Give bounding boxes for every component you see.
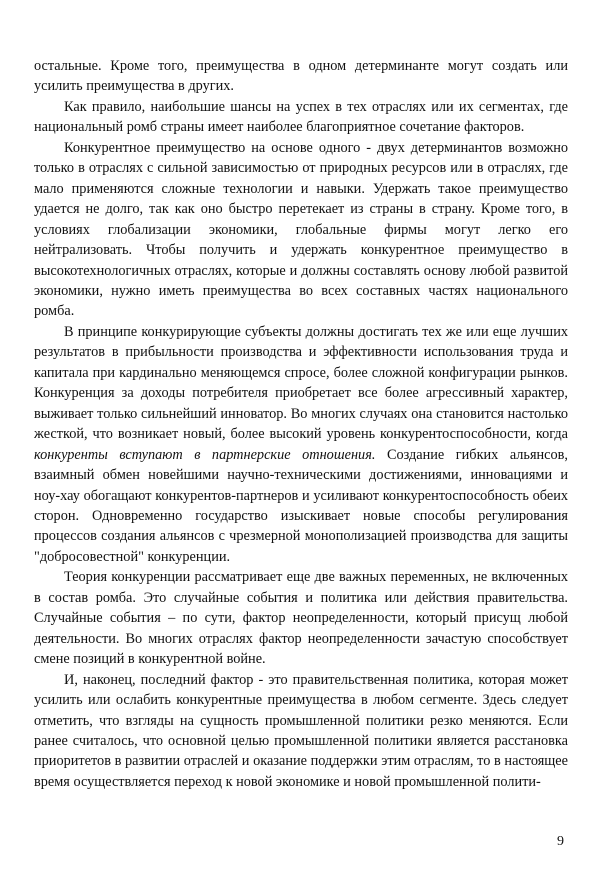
paragraph-text: В принципе конкурирующие субъекты должны достигать тех же или еще лучших результатов в прибыльности производства и эффективности использования труда и капитала при кардинально меняющемся спросе, более сложной конфигурации рынков. Конкуренция за доходы потребителя приобретает все более агрессивный характер, выживает только сильнейший инноватор. Во многих случаях она становится настолько жесткой, что возникает новый, более высокий уровень конкурентоспособности, когда bbox=[34, 323, 568, 443]
paragraph-text: Как правило, наибольшие шансы на успех в тех отраслях или их сегментах, где национальный ромб страны имеет наиболее благоприятное сочетание факторов. bbox=[34, 98, 568, 136]
paragraph bbox=[34, 97, 568, 138]
paragraph-text: остальные. Кроме того, преимущества в одном детерминанте могут создать или усилить преимущества в других. bbox=[34, 58, 568, 95]
paragraph bbox=[34, 138, 568, 322]
paragraph bbox=[34, 567, 568, 669]
paragraph-text: Теория конкуренции рассматривает еще две важных переменных, не включенных в состав ромба. Это случайные события и политика или действия правительства. Случайные события – по сути, фактор неопределенности, который присущ любой деятельности. Во многих отраслях фактор неопределенности зачастую способствует смене позиций в конкурентной войне. bbox=[34, 569, 568, 668]
paragraph bbox=[34, 56, 568, 97]
italic-text: конкуренты вступают в партнерские отношения. bbox=[34, 446, 376, 463]
paragraph bbox=[34, 670, 568, 793]
paragraph bbox=[34, 322, 568, 567]
page-number: 9 bbox=[557, 834, 564, 849]
body-text bbox=[34, 56, 568, 792]
paragraph-text: Создание гибких альянсов, взаимный обмен новейшими научно-техническими достижениями, инновациями и ноу-хау обогащают конкурентов-партнеров и усиливают конкурентоспособность обеих сторон. Одновременно государство изыскивает новые способы регулирования процессов создания альянсов с чрезмерной монополизацией производства для защиты "добросовестной" конкуренции. bbox=[34, 446, 568, 565]
paragraph-text: И, наконец, последний фактор - это правительственная политика, которая может усилить или ослабить конкурентные преимущества в любом сегменте. Здесь следует отметить, что взгляды на сущность промышленной политики резко меняются. Если ранее считалось, что основной целью промышленной политики является расстановка приоритетов в развитии отраслей и оказание поддержки этим отраслям, то в настоящее время осуществляется переход к новой экономике и новой промышленной полити- bbox=[34, 671, 568, 790]
paragraph-text: Конкурентное преимущество на основе одного - двух детерминантов возможно только в отраслях с сильной зависимостью от природных ресурсов или в отраслях, где мало применяются сложные технологии и навыки. Удержать такое преимущество удается не долго, так как оно быстро перетекает из страны в страну. Кроме того, в условиях глобализации экономики, глобальные фирмы могут легко его нейтрализовать. Чтобы получить и удержать конкурентное преимущество в высокотехнологичных отраслях, которые и должны составлять основу любой развитой экономики, нужно иметь преимущества во всех составных частях национального ромба. bbox=[34, 139, 568, 320]
